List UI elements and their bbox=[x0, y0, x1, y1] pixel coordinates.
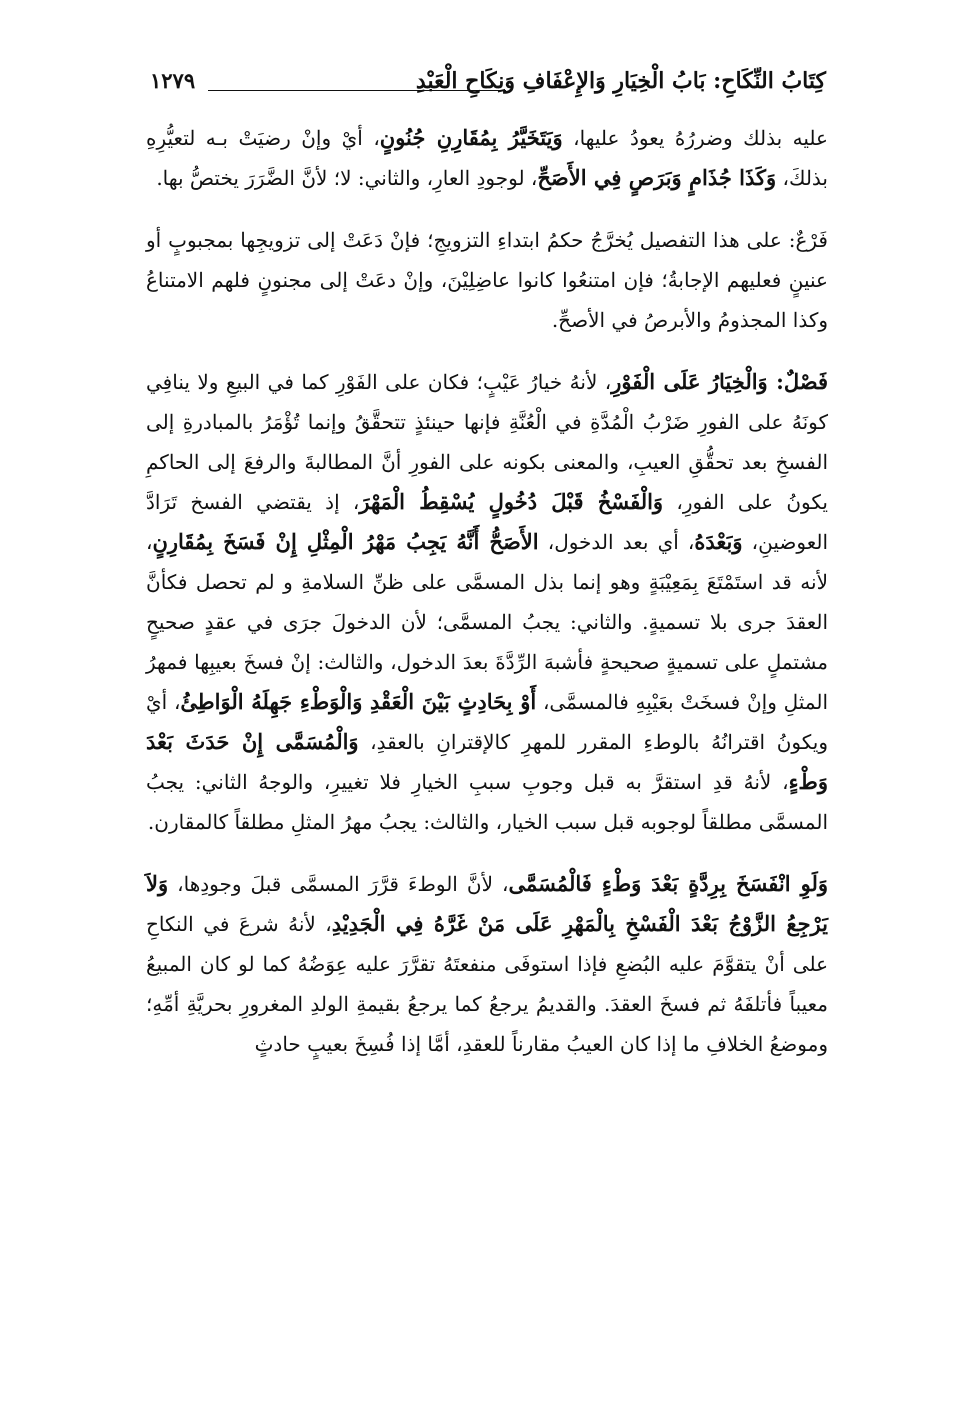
commentary-text: ، أيْ ويكونُ اقترانُهُ بالوطءِ المقرر للمهرِ كالإقترانِ بالعقدِ، bbox=[146, 690, 828, 754]
paragraph bbox=[146, 362, 828, 842]
header-title: كِتَابُ النِّكَاحِ: بَابُ الْخِيَارِ وَالإِعْفَافِ وَنِكَاحِ الْعَبْدِ bbox=[415, 68, 826, 94]
commentary-text: ، لأنهُ قدِ استقرَّ به قبل وجوبِ سببِ الخيارِ فلا تغييرِ، والوجهُ الثاني: يجبُ المسمَّى مطلقاً لوجوبه قبل سبب الخيار، والثالث: يجبُ مهرُ المثلِ مطلقاً كالمقارن. bbox=[146, 770, 828, 834]
paragraph bbox=[146, 220, 828, 340]
matn-text: وَلَوِ انْفَسَخَ بِرِدَّةٍ بَعْدَ وَطْءٍ فَالْمُسَمَّى bbox=[508, 871, 828, 896]
matn-text: وَالْخِيَارُ عَلَى الْفَوْرِ bbox=[611, 369, 768, 394]
paragraph bbox=[146, 118, 828, 198]
commentary-text: ، أي بعد الدخول، bbox=[538, 530, 695, 554]
matn-text: وَيَتَخَيَّرُ بِمُقَارِنِ جُنُونٍ bbox=[379, 125, 563, 150]
commentary-text: ، لأنَّ الوطءَ قرَّرَ المسمَّى قبلَ وجودِها، bbox=[168, 872, 509, 896]
matn-text: وَالْفَسْخُ قَبْلَ دُخُولٍ يُسْقِطُ الْمَهْرَ bbox=[359, 489, 664, 514]
paragraph bbox=[146, 864, 828, 1064]
commentary-text: عليه بذلك وضررُهُ يعودُ عليها، bbox=[562, 126, 828, 150]
commentary-text: ، إذ يقتضي الفسخ تَرَادَّ العوضينِ، bbox=[146, 490, 829, 554]
matn-text: وَبَعْدَهُ bbox=[694, 529, 743, 554]
commentary-text: ، لأنهُ خيارُ عَيْبٍ؛ فكان على الفَوْرِ كما في البيعِ ولا ينافِي كونَهُ على الفورِ ضَرْبُ الْمُدَّةِ في الْعُنَّةِ فإنها حينئذٍ تتحقَّقُ وإنما تُؤْمَرُ بالمبادرةِ إلى الفسخِ بعد تحقُّقِ العيبِ، والمعنى بكونه على الفورِ أنَّ المطالبةَ والرفعَ إلى الحاكمِ يكونُ على الفورِ، bbox=[146, 370, 828, 514]
page-number: ١٢٧٩ bbox=[150, 68, 196, 93]
commentary-text: ، لأنه قد استَمْتَعَ بِمَعِيْبَةٍ وهو إنما بذل المسمَّى على ظنِّ السلامةِ و لم تحصل فكأنَّ العقدَ جرى بلا تسميةٍ. والثاني: يجبُ المسمَّى؛ لأن الدخولَ جرَى في عقدٍ صحيحٍ مشتملٍ على تسميةٍ صحيحةٍ فأشبهَ الرِّدَّةَ بعدَ الدخول، والثالث: إنْ فسخَ بعيبِها فمهرُ المثلِ وإنْ فسخَتْ بعَيْبِهِ فالمسمَّى، bbox=[146, 530, 829, 714]
matn-text: وَالْمُسَمَّى إِنْ حَدَثَ بَعْدَ وَطْءٍ bbox=[146, 729, 828, 794]
header-rule bbox=[208, 90, 506, 91]
commentary-text: فَرْعٌ: على هذا التفصيل يُخرَّجُ حكمُ ابتداءِ التزويجِ؛ فإنْ دَعَتْ إلى تزويجِها بمجبوبٍ أو عنينٍ فعليهم الإجابةُ؛ فإن امتنعُوا كانوا عاضِلِيْنَ، وإنْ دعَتْ إلى مجنونٍ فلهم الامتناعُ وكذا المجذومُ والأبرصُ في الأصحِّ. bbox=[146, 228, 828, 332]
commentary-text: ، لوجودِ العارِ، والثاني: لا؛ لأنَّ الضَّرَرَ يختصُّ بها. bbox=[156, 166, 538, 190]
matn-text: فَصْلٌ: bbox=[767, 369, 829, 394]
commentary-text: ، لأنهُ شرعَ في النكاحِ على أنْ يتقوَّمَ عليه البُضعِ فإذا استوفَى منفعتَهُ تقرَّرَ عليه عِوَضُهُ كما لو كان المبيعُ معيباً فأتلفَهُ ثم فسخَ العقدَ. والقديمُ يرجعُ كما يرجعُ بقيمةِ الولدِ المغرورِ بحريَّةِ أمِّهِ؛ وموضعُ الخلافِ ما إذا كان العيبُ مقارناً للعقدِ، أمَّا إذا فُسِخَ بعيبٍ حادثٍ bbox=[146, 912, 829, 1056]
matn-text: أَوْ بِحَادِثٍ بَيْنَ الْعَقْدِ وَالْوَطْءِ جَهِلَهُ الْوَاطِئُ bbox=[180, 689, 537, 714]
matn-text: وَلاَ يَرْجِعُ الزَّوْجُ بَعْدَ الْفَسْخِ بِالْمَهْرِ عَلَى مَنْ غَرَّهُ فِي الْجَدِيْدِ bbox=[146, 871, 828, 936]
body-text bbox=[146, 118, 828, 1086]
running-header bbox=[150, 62, 826, 102]
commentary-text: ، أيْ وإنْ رضيَتْ بـه لتعيُّرِهِ بذلكَ، bbox=[146, 126, 828, 190]
matn-text: وَكَذَا جُذَامٍ وَبَرَصٍ فِي الأَصَحِّ bbox=[537, 165, 777, 190]
matn-text: الأَصَحُّ أَنَّهُ يَجِبُ مَهْرُ الْمِثْلِ إِنْ فَسَخَ بِمُقَارِنٍ bbox=[152, 529, 539, 554]
